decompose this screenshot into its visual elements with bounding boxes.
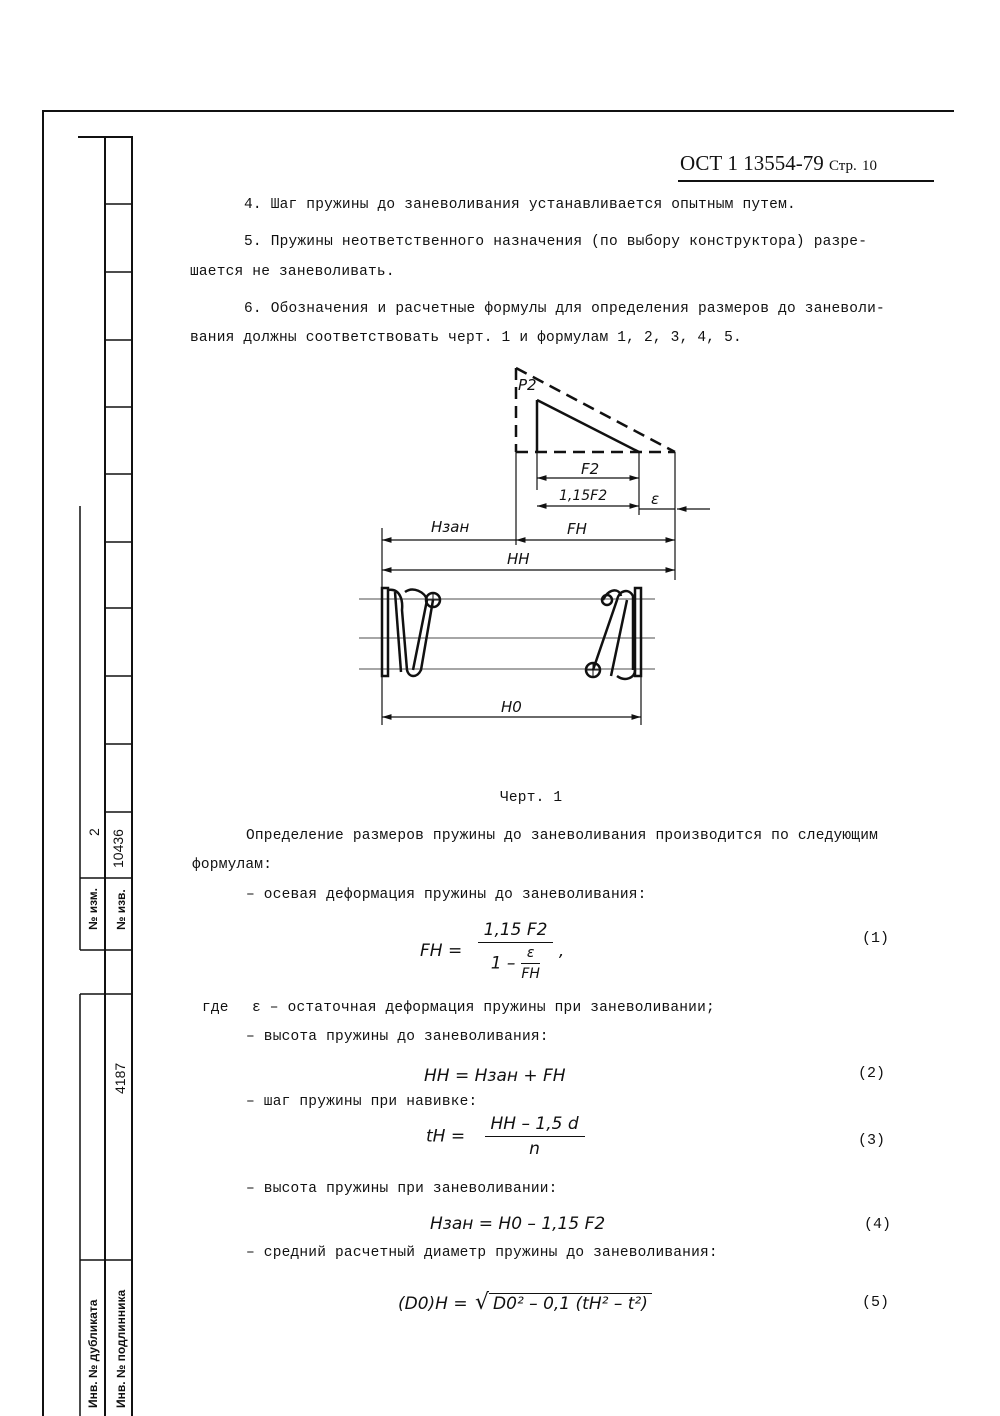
- page-frame-top: [42, 110, 954, 112]
- formula-1-denominator: 1 –: [490, 953, 516, 974]
- formula-3: [426, 1114, 585, 1159]
- label-p2: P2: [518, 376, 537, 394]
- formula-5-lhs: (D0)Н =: [398, 1294, 468, 1314]
- standard-code: ОСТ 1 13554-79: [680, 151, 824, 175]
- formula-1: [420, 920, 564, 982]
- label-h0: H0: [501, 698, 522, 716]
- formula-3-numerator: HН – 1,5 d: [485, 1114, 585, 1137]
- label-hzan: Hзан: [431, 518, 470, 536]
- item-mean-diameter: – средний расчетный диаметр пружины до заневоливания:: [246, 1245, 718, 1261]
- formula-5-number: (5): [862, 1294, 890, 1311]
- label-eps: ε: [651, 490, 660, 508]
- paragraph-5-line-2: шается не заневоливать.: [190, 264, 395, 280]
- figure-caption: Черт. 1: [500, 790, 563, 806]
- formula-5-radicand: D0² – 0,1 (tН² – t²): [489, 1293, 652, 1314]
- formula-5: [398, 1290, 652, 1315]
- notice-number: 10436: [110, 829, 126, 868]
- formula-1-number: (1): [862, 930, 890, 947]
- formula-3-lhs: tН =: [426, 1126, 466, 1147]
- original-inventory-label: Инв. № подлинника: [114, 1289, 128, 1408]
- page-label: Стр.: [829, 158, 857, 174]
- formula-1-lhs: FН =: [420, 941, 463, 961]
- label-fh: FН: [567, 520, 587, 538]
- revision-label: № изм.: [86, 888, 100, 930]
- label-hh: HН: [507, 550, 530, 568]
- spring-right-coils: [586, 588, 641, 679]
- duplicate-inventory-label: Инв. № дубликата: [86, 1299, 100, 1408]
- sqrt-icon: √: [475, 1290, 490, 1315]
- notice-label: № изв.: [114, 889, 128, 930]
- label-f2: F2: [581, 460, 600, 478]
- item-height-before: – высота пружины до заневоливания:: [246, 1029, 549, 1045]
- dimension-lines: [382, 478, 710, 717]
- paragraph-6-line-1: 6. Обозначения и расчетные формулы для определения размеров до заневоли-: [244, 301, 885, 317]
- formula-1-fh: FН: [521, 966, 540, 982]
- where-eps-definition: ε – остаточная деформация пружины при заневоливании;: [252, 1000, 715, 1016]
- side-stamp-grid: [76, 136, 136, 1416]
- header-underline: [678, 180, 934, 182]
- formula-1-numerator: 1,15 F2: [478, 920, 554, 943]
- formula-3-number: (3): [858, 1132, 886, 1149]
- spring-drawing: [355, 360, 725, 730]
- formula-1-eps: ε: [521, 945, 541, 964]
- item-pitch: – шаг пружины при навивке:: [246, 1094, 478, 1110]
- formula-2-number: (2): [858, 1065, 886, 1082]
- formula-4-number: (4): [864, 1216, 892, 1233]
- where-prefix: где: [202, 1000, 229, 1016]
- formula-4: Hзан = H0 – 1,15 F2: [430, 1214, 606, 1234]
- label-115f2: 1,15F2: [559, 488, 608, 504]
- item-height-during: – высота пружины при заневоливании:: [246, 1181, 558, 1197]
- formula-2: HН = Hзан + FН: [424, 1066, 566, 1086]
- original-inventory-number: 4187: [112, 1062, 128, 1094]
- page-number: 10: [862, 158, 878, 174]
- load-diagram-dashed: [516, 368, 675, 452]
- page-header: [680, 151, 877, 176]
- page-frame-left: [42, 110, 44, 1416]
- revision-number: 2: [86, 828, 102, 836]
- paragraph-5-line-1: 5. Пружины неответственного назначения (по выбору конструктора) разре-: [244, 234, 868, 250]
- item-axial-deformation: – осевая деформация пружины до заневоливания:: [246, 887, 647, 903]
- intro-line-1: Определение размеров пружины до заневоливания производится по следующим: [246, 828, 879, 844]
- formula-3-denominator: n: [529, 1139, 540, 1159]
- paragraph-6-line-2: вания должны соответствовать черт. 1 и формулам 1, 2, 3, 4, 5.: [190, 330, 742, 346]
- paragraph-4: 4. Шаг пружины до заневоливания устанавливается опытным путем.: [244, 197, 796, 213]
- intro-line-2: формулам:: [192, 857, 273, 873]
- formula-1-comma: ,: [558, 941, 565, 961]
